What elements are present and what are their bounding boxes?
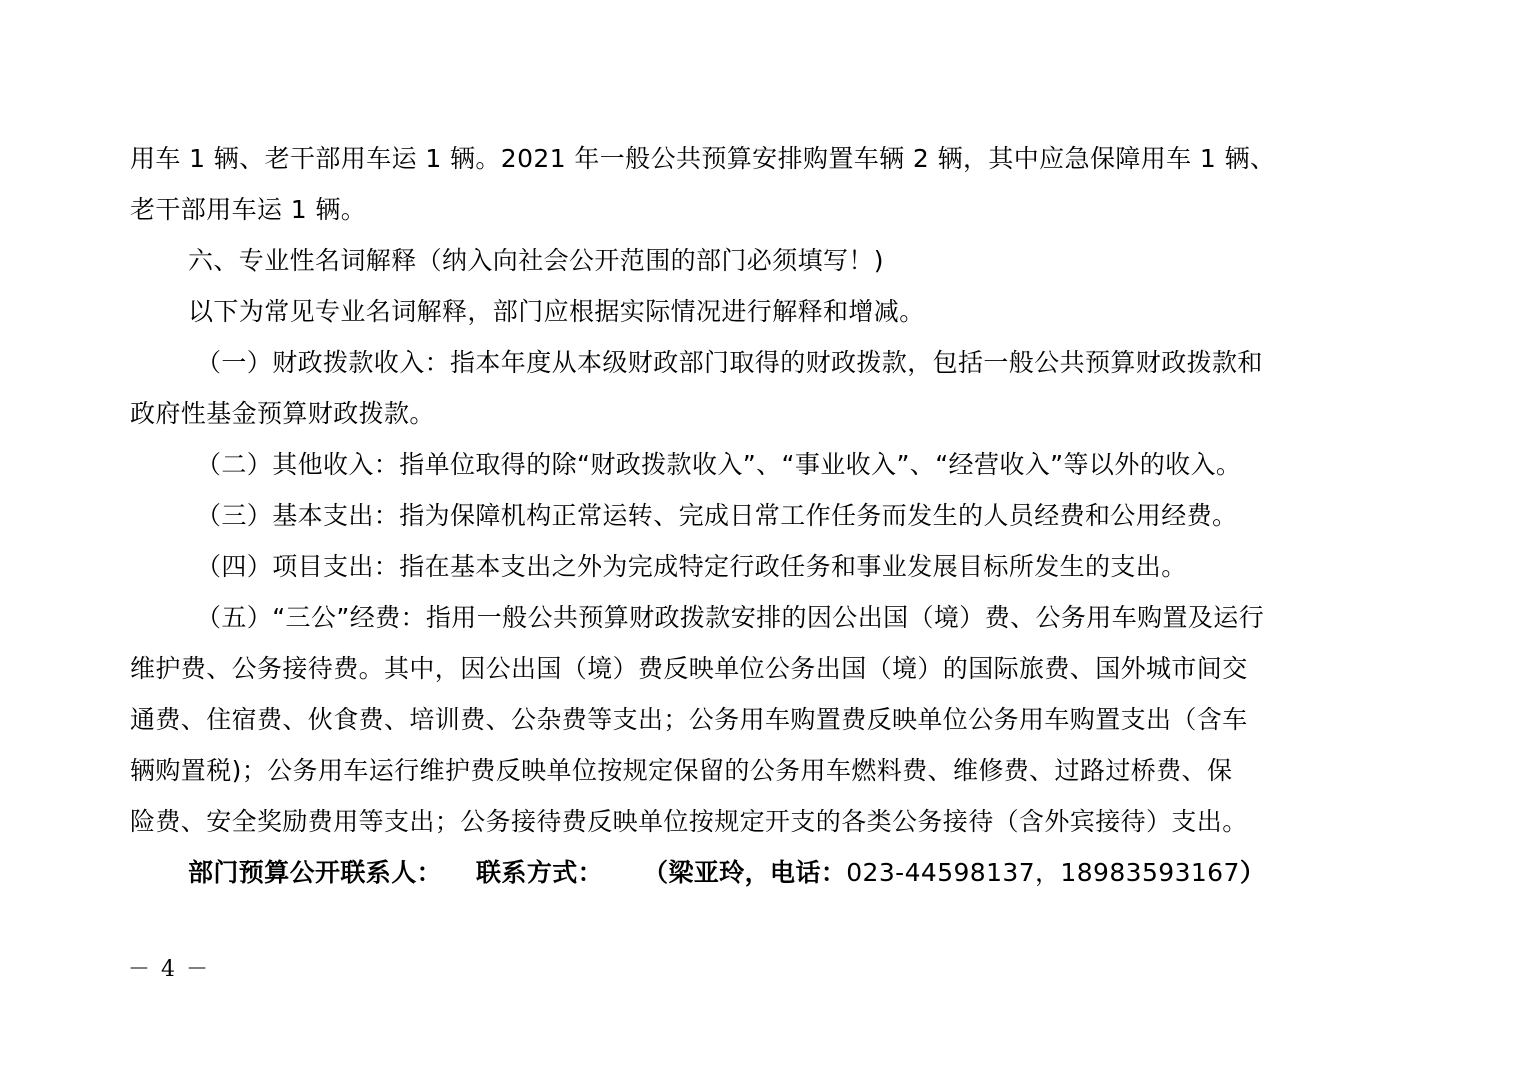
definition-item: （五）“三公”经费：指用一般公共预算财政拨款安排的因公出国（境）费、公务用车购置及运行	[196, 603, 1265, 632]
paragraph-line: 以下为常见专业名词解释，部门应根据实际情况进行解释和增减。	[188, 297, 925, 326]
paragraph-line: 辆购置税)；公务用车运行维护费反映单位按规定保留的公务用车燃料费、维修费、过路过桥费、保	[130, 756, 1233, 785]
contact-phone-numbers: 023-44598137，18983593167	[846, 858, 1240, 887]
contact-open-paren: （	[643, 858, 669, 887]
contact-close-paren: ）	[1239, 858, 1266, 887]
definition-item: （三）基本支出：指为保障机构正常运转、完成日常工作任务而发生的人员经费和公用经费。	[196, 501, 1238, 530]
paragraph-line: 维护费、公务接待费。其中，因公出国（境）费反映单位公务出国（境）的国际旅费、国外城市间交	[130, 654, 1248, 683]
paragraph-line: 险费、安全奖励费用等支出；公务接待费反映单位按规定开支的各类公务接待（含外宾接待）支出。	[130, 807, 1248, 836]
page-number: － 4 －	[128, 957, 210, 982]
definition-item: （四）项目支出：指在基本支出之外为完成特定行政任务和事业发展目标所发生的支出。	[196, 552, 1187, 581]
contact-line	[130, 847, 1392, 898]
contact-method-label: 联系方式：	[476, 858, 604, 887]
contact-name-phone-label: 梁亚玲，电话：	[668, 858, 847, 887]
paragraph-line: 老干部用车运 1 辆。	[130, 195, 367, 224]
section-heading: 六、专业性名词解释（纳入向社会公开范围的部门必须填写！)	[188, 246, 884, 275]
contact-person-label: 部门预算公开联系人：	[188, 858, 443, 887]
paragraph-line: 政府性基金预算财政拨款。	[130, 399, 435, 428]
definition-item: （二）其他收入：指单位取得的除“财政拨款收入”、“事业收入”、“经营收入”等以外的收入。	[196, 450, 1242, 479]
paragraph-line: 用车 1 辆、老干部用车运 1 辆。2021 年一般公共预算安排购置车辆 2 辆，其中应急保障用车 1 辆、	[130, 144, 1276, 173]
definition-item: （一）财政拨款收入：指本年度从本级财政部门取得的财政拨款，包括一般公共预算财政拨款和	[196, 348, 1263, 377]
paragraph-line: 通费、住宿费、伙食费、培训费、公杂费等支出；公务用车购置费反映单位公务用车购置支出（含车	[130, 705, 1248, 734]
document-body	[130, 133, 1392, 898]
